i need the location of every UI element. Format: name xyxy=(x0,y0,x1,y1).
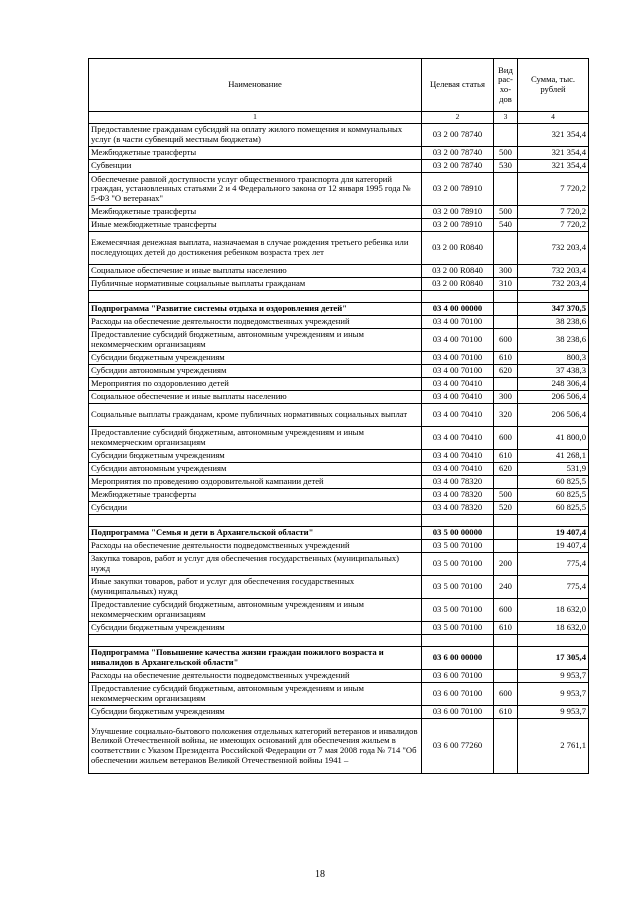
cell-target-article xyxy=(422,635,494,647)
cell-name: Публичные нормативные социальные выплаты гражданам xyxy=(89,278,422,291)
table-row xyxy=(89,391,589,404)
cell-target-article: 03 2 00 78740 xyxy=(422,147,494,160)
cell-expense-type: 500 xyxy=(494,206,518,219)
cell-sum: 732 203,4 xyxy=(518,232,589,265)
cell-name: Ежемесячная денежная выплата, назначаемая в случае рождения третьего ребенка или последующих детей до достижения ребенком возраста трех лет xyxy=(89,232,422,265)
cell-name: Расходы на обеспечение деятельности подведомственных учреждений xyxy=(89,540,422,553)
cell-target-article: 03 2 00 78910 xyxy=(422,206,494,219)
cell-target-article: 03 5 00 70100 xyxy=(422,540,494,553)
cell-sum: 732 203,4 xyxy=(518,265,589,278)
cell-target-article: 03 2 00 78910 xyxy=(422,173,494,206)
cell-target-article: 03 4 00 00000 xyxy=(422,303,494,316)
cell-sum: 17 305,4 xyxy=(518,647,589,670)
table-row xyxy=(89,450,589,463)
cell-target-article: 03 4 00 70100 xyxy=(422,316,494,329)
cell-expense-type: 530 xyxy=(494,160,518,173)
cell-name: Расходы на обеспечение деятельности подведомственных учреждений xyxy=(89,670,422,683)
cell-name: Субсидии автономным учреждениям xyxy=(89,463,422,476)
cell-sum: 18 632,0 xyxy=(518,622,589,635)
cell-target-article: 03 4 00 70100 xyxy=(422,352,494,365)
cell-name: Подпрограмма "Повышение качества жизни граждан пожилого возраста и инвалидов в Архангельской области" xyxy=(89,647,422,670)
cell-name: Субсидии бюджетным учреждениям xyxy=(89,450,422,463)
cell-sum xyxy=(518,635,589,647)
table-row xyxy=(89,147,589,160)
cell-expense-type: 610 xyxy=(494,622,518,635)
cell-name xyxy=(89,515,422,527)
cell-expense-type: 610 xyxy=(494,706,518,719)
table-row xyxy=(89,365,589,378)
cell-sum: 2 761,1 xyxy=(518,719,589,774)
cell-name: Субсидии бюджетным учреждениям xyxy=(89,352,422,365)
cell-sum: 206 506,4 xyxy=(518,404,589,427)
table-row xyxy=(89,540,589,553)
cell-expense-type xyxy=(494,647,518,670)
cell-expense-type: 240 xyxy=(494,576,518,599)
cell-target-article: 03 2 00 R0840 xyxy=(422,232,494,265)
spacer-row xyxy=(89,291,589,303)
cell-target-article: 03 6 00 77260 xyxy=(422,719,494,774)
cell-name: Субвенции xyxy=(89,160,422,173)
header-name: Наименование xyxy=(89,59,422,112)
table-row xyxy=(89,206,589,219)
cell-target-article: 03 4 00 78320 xyxy=(422,476,494,489)
cell-sum: 60 825,5 xyxy=(518,476,589,489)
cell-sum: 41 800,0 xyxy=(518,427,589,450)
cell-target-article: 03 4 00 78320 xyxy=(422,489,494,502)
cell-sum: 19 407,4 xyxy=(518,540,589,553)
cell-name: Мероприятия по оздоровлению детей xyxy=(89,378,422,391)
cell-sum: 531,9 xyxy=(518,463,589,476)
table-row xyxy=(89,278,589,291)
cell-sum: 775,4 xyxy=(518,553,589,576)
table-row xyxy=(89,329,589,352)
cell-name: Подпрограмма "Семья и дети в Архангельской области" xyxy=(89,527,422,540)
cell-sum: 38 238,6 xyxy=(518,316,589,329)
cell-sum: 9 953,7 xyxy=(518,670,589,683)
table-row xyxy=(89,706,589,719)
cell-expense-type xyxy=(494,476,518,489)
cell-target-article xyxy=(422,291,494,303)
cell-name: Обеспечение равной доступности услуг общественного транспорта для категорий граждан, установленных статьями 2 и 4 Федерального закона от 12 января 1995 года № 5-ФЗ "О ветеранах" xyxy=(89,173,422,206)
cell-target-article: 03 6 00 70100 xyxy=(422,683,494,706)
cell-target-article xyxy=(422,515,494,527)
cell-expense-type: 500 xyxy=(494,489,518,502)
cell-sum: 37 438,3 xyxy=(518,365,589,378)
table-row xyxy=(89,599,589,622)
cell-expense-type xyxy=(494,124,518,147)
cell-expense-type xyxy=(494,232,518,265)
cell-target-article: 03 2 00 78740 xyxy=(422,124,494,147)
cell-target-article: 03 4 00 70100 xyxy=(422,329,494,352)
cell-target-article: 03 6 00 70100 xyxy=(422,670,494,683)
cell-target-article: 03 5 00 70100 xyxy=(422,599,494,622)
cell-name: Социальное обеспечение и иные выплаты населению xyxy=(89,265,422,278)
cell-target-article: 03 4 00 70410 xyxy=(422,450,494,463)
cell-target-article: 03 6 00 70100 xyxy=(422,706,494,719)
header-sum: Сумма, тыс. рублей xyxy=(518,59,589,112)
cell-expense-type: 610 xyxy=(494,450,518,463)
table-row xyxy=(89,124,589,147)
column-number: 4 xyxy=(518,112,589,124)
cell-name: Социальные выплаты гражданам, кроме публичных нормативных социальных выплат xyxy=(89,404,422,427)
cell-name xyxy=(89,635,422,647)
cell-expense-type: 540 xyxy=(494,219,518,232)
cell-sum: 19 407,4 xyxy=(518,527,589,540)
table-row xyxy=(89,219,589,232)
cell-name: Предоставление субсидий бюджетным, автономным учреждениям и иным некоммерческим организациям xyxy=(89,683,422,706)
cell-expense-type: 600 xyxy=(494,683,518,706)
cell-expense-type xyxy=(494,291,518,303)
subprogram-row xyxy=(89,647,589,670)
cell-sum xyxy=(518,291,589,303)
cell-target-article: 03 4 00 70410 xyxy=(422,463,494,476)
cell-target-article: 03 5 00 70100 xyxy=(422,553,494,576)
cell-name: Улучшение социально-бытового положения отдельных категорий ветеранов и инвалидов Великой Отечественной войны, не имеющих оснований для обеспечения жильем в соответствии с Указом Президента Российской Федерации от 7 мая 2008 года № 714 "Об обеспечении жильем ветеранов Великой Отечественной войны 1941 – xyxy=(89,719,422,774)
cell-target-article: 03 5 00 70100 xyxy=(422,576,494,599)
table-row xyxy=(89,670,589,683)
cell-expense-type: 500 xyxy=(494,147,518,160)
subprogram-row xyxy=(89,303,589,316)
table-row xyxy=(89,378,589,391)
cell-target-article: 03 2 00 R0840 xyxy=(422,265,494,278)
cell-name: Подпрограмма "Развитие системы отдыха и оздоровления детей" xyxy=(89,303,422,316)
table-row xyxy=(89,719,589,774)
header-expense-type: Вид рас-хо-дов xyxy=(494,59,518,112)
cell-expense-type xyxy=(494,540,518,553)
cell-sum: 7 720,2 xyxy=(518,173,589,206)
table-row xyxy=(89,404,589,427)
cell-sum: 800,3 xyxy=(518,352,589,365)
cell-expense-type xyxy=(494,635,518,647)
table-row xyxy=(89,502,589,515)
header-target-article: Целевая статья xyxy=(422,59,494,112)
cell-name: Субсидии бюджетным учреждениям xyxy=(89,622,422,635)
cell-expense-type: 320 xyxy=(494,404,518,427)
cell-target-article: 03 4 00 70100 xyxy=(422,365,494,378)
cell-target-article: 03 2 00 78740 xyxy=(422,160,494,173)
cell-sum: 38 238,6 xyxy=(518,329,589,352)
cell-expense-type: 310 xyxy=(494,278,518,291)
cell-sum: 41 268,1 xyxy=(518,450,589,463)
cell-target-article: 03 4 00 78320 xyxy=(422,502,494,515)
cell-name: Субсидии бюджетным учреждениям xyxy=(89,706,422,719)
cell-sum: 347 370,5 xyxy=(518,303,589,316)
budget-table xyxy=(88,58,589,774)
cell-target-article: 03 4 00 70410 xyxy=(422,404,494,427)
cell-sum: 7 720,2 xyxy=(518,219,589,232)
table-row xyxy=(89,427,589,450)
table-header-row xyxy=(89,59,589,112)
cell-sum: 7 720,2 xyxy=(518,206,589,219)
cell-name: Расходы на обеспечение деятельности подведомственных учреждений xyxy=(89,316,422,329)
column-number-row xyxy=(89,112,589,124)
cell-expense-type xyxy=(494,515,518,527)
cell-sum: 206 506,4 xyxy=(518,391,589,404)
cell-expense-type xyxy=(494,527,518,540)
cell-name: Предоставление субсидий бюджетным, автономным учреждениям и иным некоммерческим организациям xyxy=(89,427,422,450)
cell-sum: 9 953,7 xyxy=(518,683,589,706)
cell-expense-type xyxy=(494,670,518,683)
spacer-row xyxy=(89,515,589,527)
cell-name: Социальное обеспечение и иные выплаты населению xyxy=(89,391,422,404)
cell-expense-type: 600 xyxy=(494,599,518,622)
table-row xyxy=(89,173,589,206)
subprogram-row xyxy=(89,527,589,540)
cell-name: Субсидии xyxy=(89,502,422,515)
cell-expense-type xyxy=(494,303,518,316)
cell-expense-type: 600 xyxy=(494,329,518,352)
cell-name: Мероприятия по проведению оздоровительной кампании детей xyxy=(89,476,422,489)
cell-sum: 732 203,4 xyxy=(518,278,589,291)
cell-sum: 9 953,7 xyxy=(518,706,589,719)
table-row xyxy=(89,352,589,365)
cell-name: Межбюджетные трансферты xyxy=(89,147,422,160)
cell-sum: 321 354,4 xyxy=(518,160,589,173)
cell-expense-type: 620 xyxy=(494,365,518,378)
cell-name: Закупка товаров, работ и услуг для обеспечения государственных (муниципальных) нужд xyxy=(89,553,422,576)
table-row xyxy=(89,476,589,489)
cell-sum: 18 632,0 xyxy=(518,599,589,622)
cell-expense-type: 610 xyxy=(494,352,518,365)
cell-name: Предоставление субсидий бюджетным, автономным учреждениям и иным некоммерческим организациям xyxy=(89,329,422,352)
cell-target-article: 03 2 00 78910 xyxy=(422,219,494,232)
cell-name: Субсидии автономным учреждениям xyxy=(89,365,422,378)
cell-target-article: 03 6 00 00000 xyxy=(422,647,494,670)
cell-name: Иные закупки товаров, работ и услуг для обеспечения государственных (муниципальных) нужд xyxy=(89,576,422,599)
cell-expense-type: 620 xyxy=(494,463,518,476)
cell-sum: 321 354,4 xyxy=(518,147,589,160)
table-row xyxy=(89,553,589,576)
cell-name: Предоставление гражданам субсидий на оплату жилого помещения и коммунальных услуг (в части субвенций местным бюджетам) xyxy=(89,124,422,147)
cell-expense-type xyxy=(494,173,518,206)
cell-sum: 775,4 xyxy=(518,576,589,599)
table-row xyxy=(89,683,589,706)
table-row xyxy=(89,576,589,599)
table-row xyxy=(89,160,589,173)
cell-name: Предоставление субсидий бюджетным, автономным учреждениям и иным некоммерческим организациям xyxy=(89,599,422,622)
cell-expense-type: 300 xyxy=(494,265,518,278)
table-row xyxy=(89,463,589,476)
column-number: 2 xyxy=(422,112,494,124)
table-row xyxy=(89,232,589,265)
table-row xyxy=(89,622,589,635)
cell-expense-type: 300 xyxy=(494,391,518,404)
column-number: 1 xyxy=(89,112,422,124)
cell-target-article: 03 4 00 70410 xyxy=(422,427,494,450)
cell-name: Иные межбюджетные трансферты xyxy=(89,219,422,232)
cell-sum xyxy=(518,515,589,527)
cell-sum: 60 825,5 xyxy=(518,489,589,502)
cell-target-article: 03 5 00 00000 xyxy=(422,527,494,540)
cell-expense-type: 520 xyxy=(494,502,518,515)
cell-expense-type xyxy=(494,378,518,391)
cell-sum: 248 306,4 xyxy=(518,378,589,391)
cell-expense-type: 600 xyxy=(494,427,518,450)
cell-name: Межбюджетные трансферты xyxy=(89,489,422,502)
spacer-row xyxy=(89,635,589,647)
cell-target-article: 03 4 00 70410 xyxy=(422,391,494,404)
table-row xyxy=(89,265,589,278)
table-row xyxy=(89,316,589,329)
cell-expense-type xyxy=(494,316,518,329)
cell-name xyxy=(89,291,422,303)
page-number: 18 xyxy=(315,869,325,880)
cell-expense-type xyxy=(494,719,518,774)
cell-expense-type: 200 xyxy=(494,553,518,576)
cell-target-article: 03 2 00 R0840 xyxy=(422,278,494,291)
table-row xyxy=(89,489,589,502)
cell-target-article: 03 5 00 70100 xyxy=(422,622,494,635)
cell-name: Межбюджетные трансферты xyxy=(89,206,422,219)
cell-sum: 321 354,4 xyxy=(518,124,589,147)
cell-sum: 60 825,5 xyxy=(518,502,589,515)
column-number: 3 xyxy=(494,112,518,124)
cell-target-article: 03 4 00 70410 xyxy=(422,378,494,391)
